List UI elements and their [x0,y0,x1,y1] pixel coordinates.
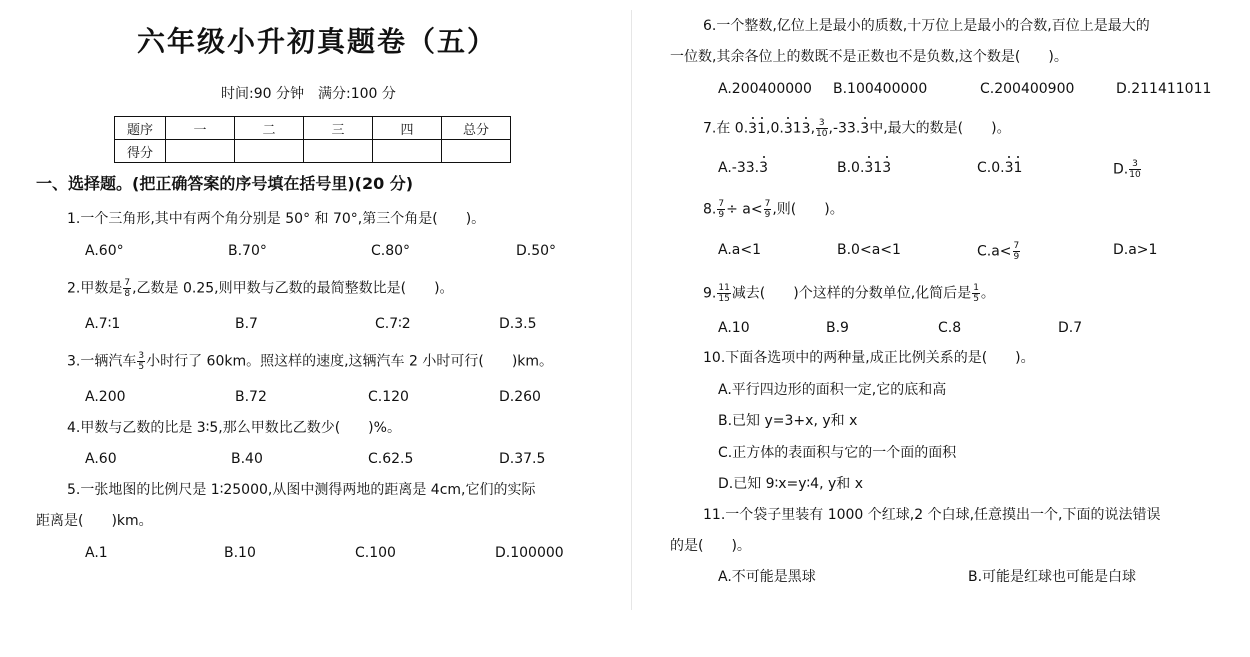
question-6-cont: 一位数,其余各位上的数既不是正数也不是负数,这个数是( )。 [670,49,1068,65]
question-3 [67,351,553,372]
column-divider [631,10,632,610]
option: C.80° [371,243,411,259]
option [977,159,1022,177]
text: C.0. [977,160,1005,176]
question-4: 4.甲数与乙数的比是 3∶5,那么甲数比乙数少( )%。 [67,420,401,436]
question-11: 11.一个袋子里装有 1000 个红球,2 个白球,任意摸出一个,下面的说法错误 [703,507,1161,523]
question-1: 1.一个三角形,其中有两个角分别是 50° 和 70°,第三个角是( )。 [67,211,486,227]
option: A.60° [85,243,124,259]
option: D.100000 [495,545,564,561]
text: A.-33. [718,160,760,176]
fraction [1129,159,1140,180]
option: D.3.5 [499,316,537,332]
option: A.200 [85,389,126,405]
option: C.7∶2 [375,316,411,332]
option: C.正方体的表面积与它的一个面的面积 [718,445,957,461]
option: B.70° [228,243,267,259]
option [718,159,768,177]
denominator: 5 [973,294,979,304]
option: D.211411011 [1116,81,1212,97]
score-cell [304,140,373,163]
numerator: 11 [718,283,730,293]
text: 7.在 0. [703,120,749,137]
option: B.72 [235,389,267,405]
numerator: 1 [973,283,979,293]
question-10: 10.下面各选项中的两种量,成正比例关系的是( )。 [703,350,1035,366]
option: B.100400000 [833,81,928,97]
option: C.100 [355,545,396,561]
numerator: 3 [816,118,827,129]
option [837,159,891,177]
repeating-digit: 1 [757,120,767,137]
question-11-cont: 的是( )。 [670,538,751,554]
option: B.可能是红球也可能是白球 [968,569,1137,585]
score-cell [166,140,235,163]
text: ,-33. [828,120,861,137]
option: A.7∶1 [85,316,121,332]
repeating-digit: 1 [1013,160,1023,176]
option: D.37.5 [499,451,546,467]
table-header: 二 [235,117,304,140]
denominator: 5 [138,362,145,372]
option: B.10 [224,545,256,561]
score-cell [235,140,304,163]
text: , [810,120,816,137]
text: 8. [703,201,717,218]
fraction [137,351,145,372]
option [1113,159,1142,180]
option: C.62.5 [368,451,414,467]
option: A.不可能是黑球 [718,569,816,585]
text: B.0. [837,160,865,176]
text: ,0. [766,120,784,137]
option: D.50° [516,243,557,259]
numerator: 3 [138,351,145,361]
fraction [123,278,131,299]
text: 减去( )个这样的分数单位,化简后是 [731,285,972,302]
fraction [816,118,827,139]
option: A.平行四边形的面积一定,它的底和高 [718,382,947,398]
table-header: 题序 [115,117,166,140]
text: D. [1113,161,1129,178]
denominator: 8 [124,289,131,299]
option: B.9 [826,320,849,336]
text: ,乙数是 0.25,则甲数与乙数的最简整数比是( )。 [132,280,454,297]
section-heading: 一、选择题。(把正确答案的序号填在括号里)(20 分) [36,174,414,193]
repeating-digit: 3 [860,120,870,137]
numerator: 7 [1013,241,1020,251]
score-cell [373,140,442,163]
text: C.a< [977,243,1012,260]
option: A.a<1 [718,242,761,258]
text: 小时行了 60km。照这样的速度,这辆汽车 2 小时可行( )km。 [146,353,554,370]
denominator: 9 [764,210,771,220]
numerator: 7 [718,199,725,209]
repeating-digit: 3 [882,160,892,176]
option: D.260 [499,389,541,405]
fraction [717,199,725,220]
question-6: 6.一个整数,亿位上是最小的质数,十万位上是最小的合数,百位上是最大的 [703,18,1150,34]
table-header: 总分 [442,117,511,140]
table-header: 一 [166,117,235,140]
fraction [1013,241,1021,262]
repeating-digit: 3 [801,120,811,137]
option: D.已知 9∶x=y∶4, y和 x [718,476,864,492]
fraction [717,283,730,304]
denominator: 9 [718,210,725,220]
option [977,241,1021,262]
table-header: 四 [373,117,442,140]
option: B.40 [231,451,263,467]
text: 9. [703,285,717,302]
text: 。 [980,285,995,302]
denominator: 10 [1129,170,1141,180]
numerator: 3 [1129,159,1140,170]
text: ,则( )。 [772,201,844,218]
exam-meta: 时间:90 分钟 满分:100 分 [221,86,396,102]
fraction [972,283,980,304]
table-header: 三 [304,117,373,140]
option: D.7 [1058,320,1083,336]
text: 3.一辆汽车 [67,353,137,370]
option: C.8 [938,320,962,336]
option: B.已知 y=3+x, y和 x [718,413,858,429]
text: 1 [792,120,802,137]
option: A.1 [85,545,108,561]
fraction [764,199,772,220]
option: D.a>1 [1113,242,1158,258]
page-title: 六年级小升初真题卷（五） [137,25,498,58]
score-cell [442,140,511,163]
text: ÷ a< [726,201,763,218]
option: A.60 [85,451,117,467]
option: B.7 [235,316,258,332]
repeating-digit: 3 [759,160,769,176]
question-2 [67,278,454,299]
denominator: 10 [816,129,828,139]
denominator: 15 [718,294,730,304]
numerator: 7 [764,199,771,209]
question-7 [703,118,1011,139]
question-8 [703,199,844,220]
question-9 [703,283,995,304]
repeating-digit: 3 [864,160,874,176]
table-row-label: 得分 [115,140,166,163]
repeating-digit: 3 [748,120,758,137]
option: B.0<a<1 [837,242,901,258]
option: C.200400900 [980,81,1075,97]
question-5-cont: 距离是( )km。 [36,513,153,529]
question-5: 5.一张地图的比例尺是 1∶25000,从图中测得两地的距离是 4cm,它们的实际 [67,482,536,498]
option: A.200400000 [718,81,812,97]
text: 1 [873,160,883,176]
score-table [114,116,511,163]
option: A.10 [718,320,750,336]
denominator: 9 [1013,252,1020,262]
text: 2.甲数是 [67,280,123,297]
option: C.120 [368,389,409,405]
text: 中,最大的数是( )。 [869,120,1011,137]
repeating-digit: 3 [783,120,793,137]
repeating-digit: 3 [1004,160,1014,176]
numerator: 7 [124,278,131,288]
